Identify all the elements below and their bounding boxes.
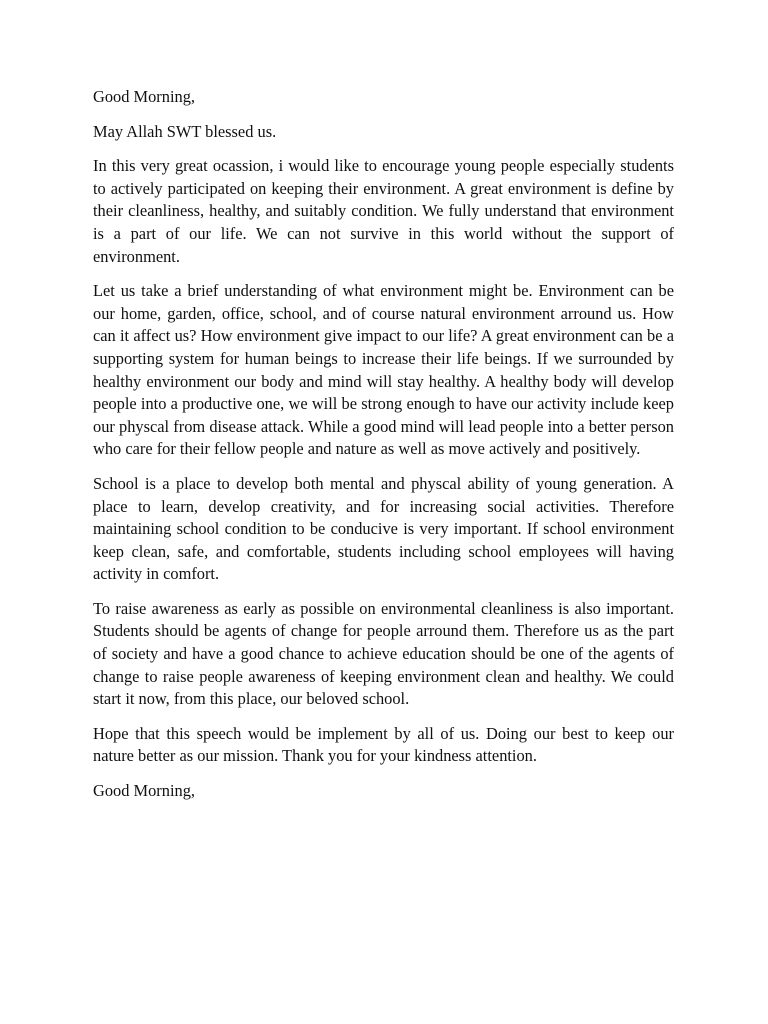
blessing-line: May Allah SWT blessed us.: [93, 121, 277, 141]
paragraph-school: School is a place to develop both mental and physcal ability of young generation. A place to learn, develop creativity, and for increasing social activities. Therefore maintaining school condition to be conducive is very important. If school environment keep clean, safe, and comfortable, students including school employees will having activity in comfort.: [93, 473, 674, 584]
paragraph-environment-definition: Let us take a brief understanding of what environment might be. Environment can be our home, garden, office, school, and of course natural environment arround us. How can it affect us? How environment give impact to our life? A great environment can be a supporting system for human beings to increase their life beings. If we surrounded by healthy environment our body and mind will stay healthy. A healthy body will develop people into a productive one, we will be strong enough to have our activity include keep our physcal from disease attack. While a good mind will lead people into a better person who care for their fellow people and nature as well as move actively and positively.: [93, 281, 674, 459]
greeting-line: Good Morning,: [93, 87, 195, 106]
paragraph-hope: Hope that this speech would be implement by all of us. Doing our best to keep our nature better as our mission. Thank you for your kindness attention.: [93, 723, 674, 766]
paragraph-intro: In this very great ocassion, i would like to encourage young people especially students to actively participated on keeping their environment. A great environment is define by their cleanliness, healthy, and suitably condition. We fully understand that environment is a part of our life. We can not survive in this world without the support of environment.: [93, 156, 674, 266]
closing-line: Good Morning,: [93, 781, 195, 801]
document-page: [93, 86, 674, 815]
paragraph-awareness: To raise awareness as early as possible on environmental cleanliness is also important. Students should be agents of change for people arround them. Therefore us as the part of society and have a good chance to achieve education should be one of the agents of change to raise people awareness of keeping environment clean and healthy. We could start it now, from this place, our beloved school.: [93, 598, 674, 709]
